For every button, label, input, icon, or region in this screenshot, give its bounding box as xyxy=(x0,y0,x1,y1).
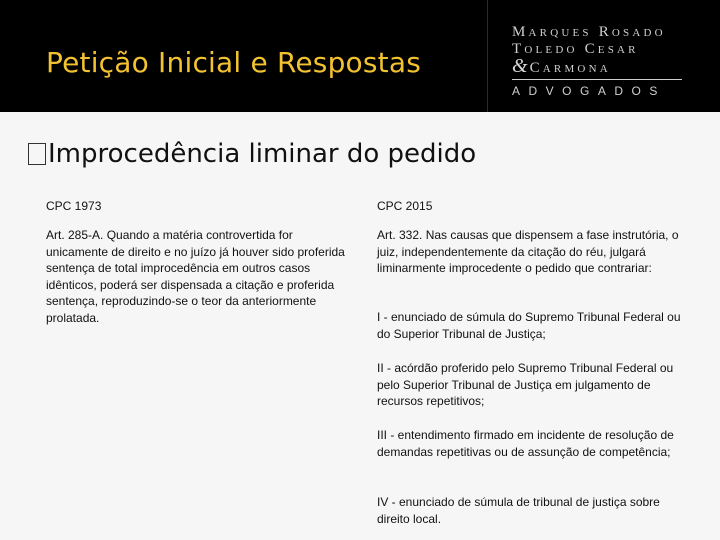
logo-line-1: Marques Rosado xyxy=(512,24,666,40)
checkbox-bullet-icon xyxy=(28,143,46,165)
header-bar xyxy=(0,0,720,112)
header-divider xyxy=(487,0,488,112)
logo-ampersand: & xyxy=(512,55,528,77)
logo-line-3 xyxy=(512,55,702,77)
subtitle-text: Improcedência liminar do pedido xyxy=(48,139,477,169)
left-column-heading: CPC 1973 xyxy=(46,199,102,213)
section-subtitle xyxy=(28,139,476,169)
right-column-item: II - acórdão proferido pelo Supremo Tribunal Federal ou pelo Superior Tribunal de Justiça em julgamento de recursos repetitivos; xyxy=(377,361,674,408)
logo-rule xyxy=(512,79,682,80)
logo-line-4: ADVOGADOS xyxy=(512,84,666,98)
right-column-item: I - enunciado de súmula do Supremo Tribunal Federal ou do Superior Tribunal de Justiça; xyxy=(377,310,681,341)
left-column-text: Art. 285-A. Quando a matéria controvertida for unicamente de direito e no juízo já houver sido proferida sentença de total improcedência em outros casos idênticos, poderá ser dispensada a citação e proferida sentença, reproduzindo-se o teor da anteriormente prolatada. xyxy=(46,228,345,325)
logo-line-3-text: Carmona xyxy=(529,60,611,76)
right-column-item: IV - enunciado de súmula de tribunal de justiça sobre direito local. xyxy=(377,495,660,526)
logo-line-2: Toledo Cesar xyxy=(512,41,639,57)
slide-title: Petição Inicial e Respostas xyxy=(46,46,422,79)
firm-logo xyxy=(512,24,702,98)
right-column-intro: Art. 332. Nas causas que dispensem a fase instrutória, o juiz, independentemente da citação do réu, julgará liminarmente improcedente o pedido que contrariar: xyxy=(377,228,679,275)
right-column-heading: CPC 2015 xyxy=(377,199,433,213)
right-column-item: III - entendimento firmado em incidente de resolução de demandas repetitivas ou de assunção de competência; xyxy=(377,428,674,459)
